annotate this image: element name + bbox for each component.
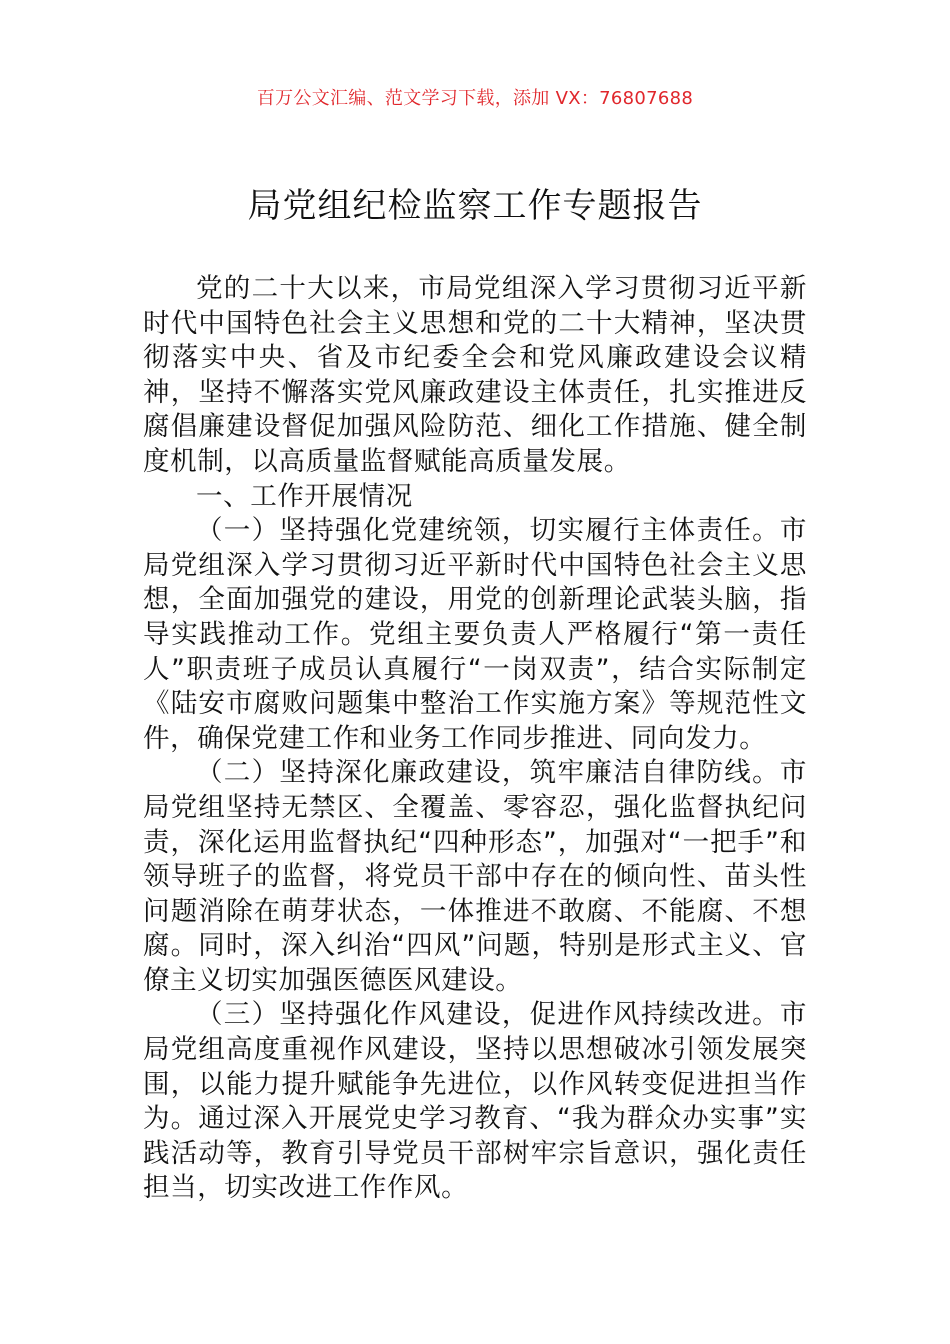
subsection-paragraph-1: （一）坚持强化党建统领，切实履行主体责任。市局党组深入学习贯彻习近平新时代中国特色社会主义思想，全面加强党的建设，用党的创新理论武装头脑，指导实践推动工作。党组主要负责人严格履行“第一责任人”职责班子成员认真履行“一岗双责”，结合实际制定《陆安市腐败问题集中整治工作实施方案》等规范性文件，确保党建工作和业务工作同步推进、同向发力。 xyxy=(143,515,807,754)
subsection-paragraph-3: （三）坚持强化作风建设，促进作风持续改进。市局党组高度重视作风建设，坚持以思想破冰引领发展突围，以能力提升赋能争先进位，以作风转变促进担当作为。通过深入开展党史学习教育、“我为群众办实事”实践活动等，教育引导党员干部树牢宗旨意识，强化责任担当，切实改进工作作风。 xyxy=(143,999,807,1204)
intro-paragraph: 党的二十大以来，市局党组深入学习贯彻习近平新时代中国特色社会主义思想和党的二十大精神，坚决贯彻落实中央、省及市纪委全会和党风廉政建设会议精神，坚持不懈落实党风廉政建设主体责任，扎实推进反腐倡廉建设督促加强风险防范、细化工作措施、健全制度机制，以高质量监督赋能高质量发展。 xyxy=(143,273,807,477)
subsection-paragraph-2: （二）坚持深化廉政建设，筑牢廉洁自律防线。市局党组坚持无禁区、全覆盖、零容忍，强化监督执纪问责，深化运用监督执纪“四种形态”，加强对“一把手”和领导班子的监督，将党员干部中存在的倾向性、苗头性问题消除在萌芽状态，一体推进不敢腐、不能腐、不想腐。同时，深入纠治“四风”问题，特别是形式主义、官僚主义切实加强医德医风建设。 xyxy=(143,757,807,996)
document-body xyxy=(143,272,807,1206)
section-heading: 一、工作开展情况 xyxy=(196,480,413,512)
document-title: 局党组纪检监察工作专题报告 xyxy=(247,186,703,226)
watermark-banner: 百万公文汇编、范文学习下载，添加 VX：76807688 xyxy=(256,88,694,109)
